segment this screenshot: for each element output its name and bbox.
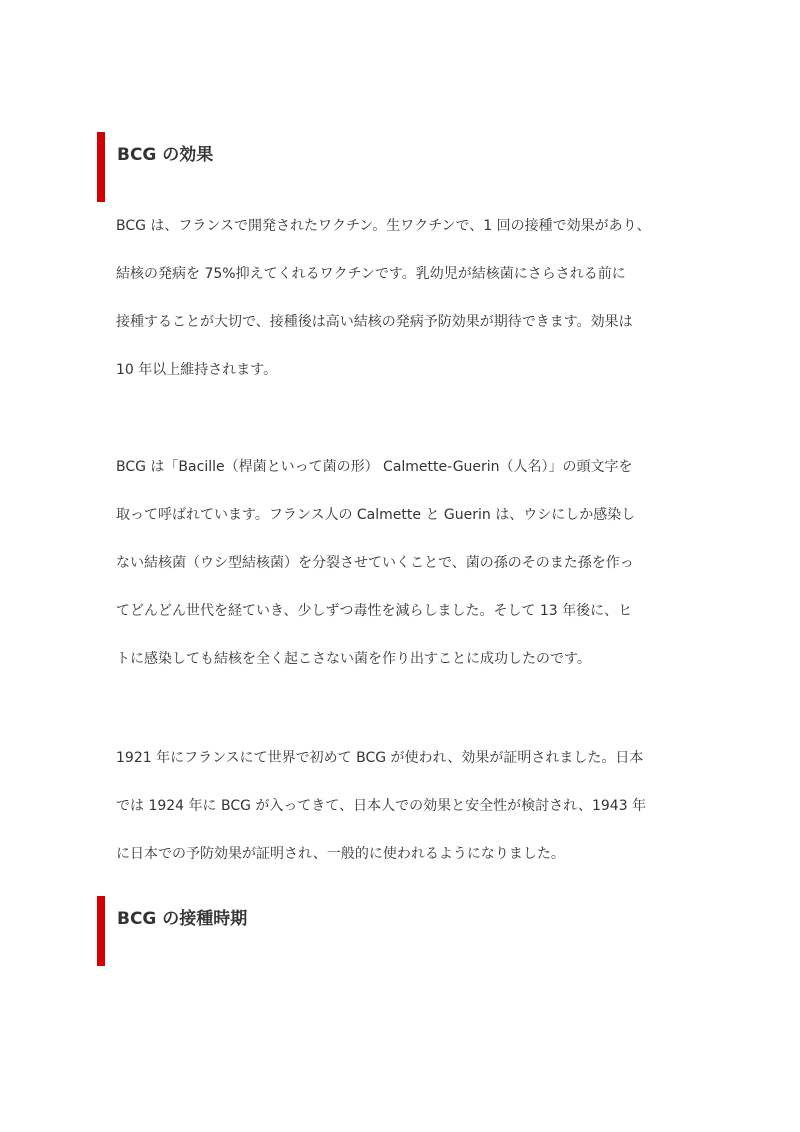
paragraph-line: 10 年以上維持されます。 bbox=[116, 362, 278, 378]
paragraph-bcg-name-origin bbox=[116, 443, 696, 683]
paragraph-line: 結核の発病を 75%抑えてくれるワクチンです。乳幼児が結核菌にさらされる前に bbox=[116, 266, 626, 282]
heading-accent-bar bbox=[97, 132, 105, 202]
section-heading-bcg-effect bbox=[97, 132, 697, 202]
paragraph-line: に日本での予防効果が証明され、一般的に使われるようになりました。 bbox=[116, 846, 565, 862]
paragraph-bcg-overview bbox=[116, 202, 696, 394]
paragraph-line: BCG は、フランスで開発されたワクチン。生ワクチンで、1 回の接種で効果があり、 bbox=[116, 218, 651, 234]
heading-accent-bar bbox=[97, 896, 105, 966]
paragraph-line: ない結核菌（ウシ型結核菌）を分裂させていくことで、菌の孫のそのまた孫を作っ bbox=[116, 555, 634, 571]
heading-text: BCG の接種時期 bbox=[117, 909, 248, 929]
paragraph-line: 接種することが大切で、接種後は高い結核の発病予防効果が期待できます。効果は bbox=[116, 314, 633, 330]
paragraph-line: 1921 年にフランスにて世界で初めて BCG が使われ、効果が証明されました。日本 bbox=[116, 750, 644, 766]
paragraph-line: 取って呼ばれています。フランス人の Calmette と Guerin は、ウシにしか感染し bbox=[116, 507, 636, 523]
paragraph-line: BCG は「Bacille（桿菌といって菌の形） Calmette-Guerin（人名）」の頭文字を bbox=[116, 459, 633, 475]
paragraph-line: トに感染しても結核を全く起こさない菌を作り出すことに成功したのです。 bbox=[116, 651, 591, 667]
section-heading-bcg-schedule bbox=[97, 896, 697, 966]
paragraph-line: てどんどん世代を経ていき、少しずつ毒性を減らしました。そして 13 年後に、ヒ bbox=[116, 603, 633, 619]
paragraph-line: では 1924 年に BCG が入ってきて、日本人での効果と安全性が検討され、1943 年 bbox=[116, 798, 647, 814]
paragraph-bcg-history bbox=[116, 734, 696, 878]
heading-text: BCG の効果 bbox=[117, 145, 214, 165]
